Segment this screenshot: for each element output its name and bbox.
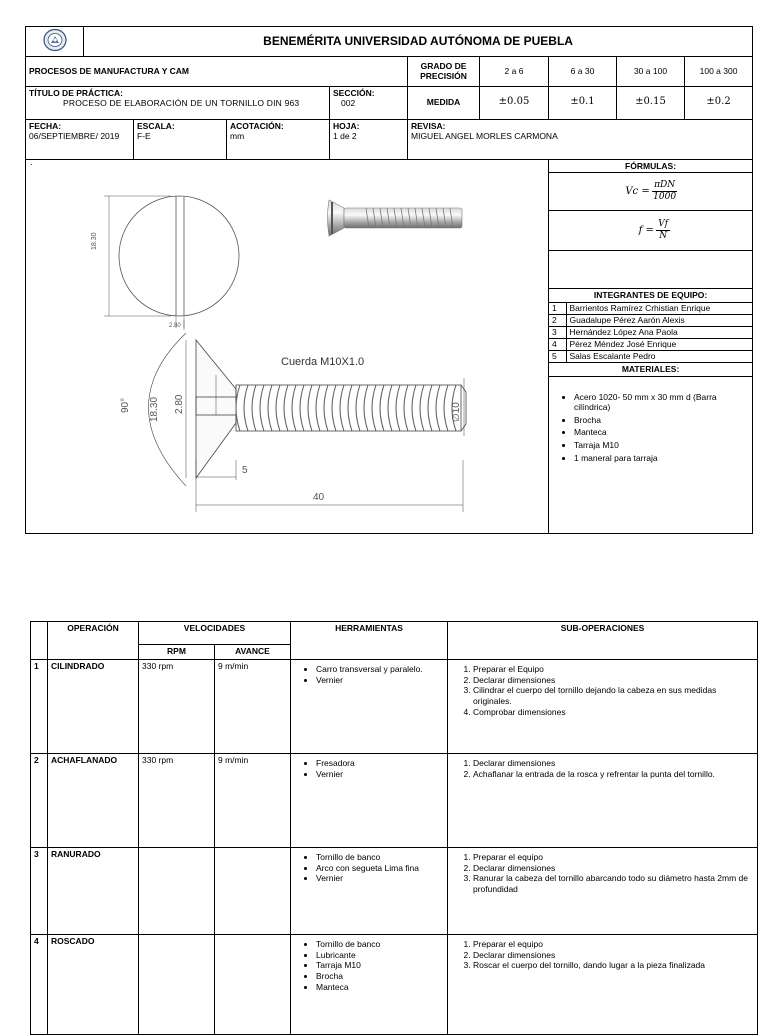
tool-item: • Carro transversal y paralelo.: [316, 664, 444, 675]
ops-header-operation: OPERACIÓN: [48, 622, 139, 660]
material-item: • Tarraja M10: [574, 440, 749, 451]
dim-angle: 90°: [120, 397, 131, 413]
op-subops: [448, 935, 758, 1035]
tolerance-0-05: ±0.05: [480, 86, 549, 119]
screw-photo: [328, 200, 463, 236]
ops-header-number: [31, 622, 48, 660]
table-row: [31, 935, 758, 1035]
formula-empty: [549, 251, 752, 289]
tool-item: • Arco con segueta Lima fina: [316, 863, 444, 874]
dim-body-diameter: ∅10: [451, 401, 462, 422]
range-2-6: 2 a 6: [480, 56, 549, 86]
table-row: [31, 848, 758, 935]
sheet-cell: [330, 119, 408, 159]
dim-head-diameter-side: 18.30: [149, 396, 160, 422]
university-name: BENEMÉRITA UNIVERSIDAD AUTÓNOMA DE PUEBLA: [84, 27, 753, 57]
team-title: INTEGRANTES DE EQUIPO:: [549, 289, 752, 303]
practice-header-sheet: [25, 26, 753, 534]
tolerance-0-1: ±0.1: [549, 86, 617, 119]
team-member-name: Pérez Méndez José Enrique: [566, 338, 752, 350]
precision-label: GRADO DE PRECISIÓN: [408, 56, 480, 86]
practice-title-value: PROCESO DE ELABORACIÓN DE UN TORNILLO DIN 963: [63, 98, 300, 109]
subop-item: 1. Preparar el equipo: [473, 852, 754, 863]
scale-cell: [134, 119, 227, 159]
op-name: RANURADO: [48, 848, 139, 935]
op-rpm: [139, 848, 215, 935]
review-cell: [408, 119, 753, 159]
material-item: • 1 maneral para tarraja: [574, 453, 749, 464]
ops-header-tools: HERRAMIENTAS: [291, 622, 448, 660]
table-row: [31, 660, 758, 754]
units-label: ACOTACIÓN:: [230, 120, 284, 131]
op-subops: [448, 660, 758, 754]
op-name: ACHAFLANADO: [48, 754, 139, 848]
subop-item: 1. Preparar el Equipo: [473, 664, 754, 675]
sheet-label: HOJA:: [333, 120, 360, 131]
range-30-100: 30 a 100: [617, 56, 685, 86]
team-member-number: 4: [549, 338, 566, 350]
formula-vc-lhs: Vc =: [625, 186, 650, 197]
team-member-name: Guadalupe Pérez Aarón Alexis: [566, 314, 752, 326]
subop-item: 2. Declarar dimensiones: [473, 863, 754, 874]
formula-vc: [549, 173, 752, 211]
ops-header-rpm: RPM: [139, 645, 215, 660]
course-name: PROCESOS DE MANUFACTURA Y CAM: [26, 56, 408, 86]
dim-slot-side: 2.80: [174, 394, 185, 414]
operations-table: [30, 621, 758, 1035]
date-label: FECHA:: [29, 120, 62, 131]
formulas-title: FÓRMULAS:: [549, 160, 752, 173]
tool-item: • Vernier: [316, 769, 444, 780]
formula-f-den: N: [659, 231, 668, 242]
practice-title-cell: [26, 86, 330, 119]
dim-slot-top: 2.80: [169, 322, 181, 329]
sheet-value: 1 de 2: [333, 131, 357, 142]
ops-header-speeds: VELOCIDADES: [139, 622, 291, 645]
tool-item: • Vernier: [316, 675, 444, 686]
op-feed: 9 m/min: [215, 754, 291, 848]
team-member-number: 3: [549, 326, 566, 338]
op-number: 3: [31, 848, 48, 935]
op-subops: [448, 754, 758, 848]
review-label: REVISA:: [411, 120, 446, 131]
drawing-dot: .: [30, 159, 33, 167]
op-number: 2: [31, 754, 48, 848]
op-name: CILINDRADO: [48, 660, 139, 754]
team-member-name: Barrientos Ramírez Crhistian Enrique: [566, 302, 752, 314]
tool-item: • Manteca: [316, 982, 444, 993]
formula-vc-den: 1000: [653, 192, 677, 203]
material-item: • Brocha: [574, 415, 749, 426]
university-seal-icon: [42, 28, 68, 52]
dim-forty: 40: [313, 491, 325, 503]
team-member-number: 1: [549, 302, 566, 314]
tolerance-0-15: ±0.15: [617, 86, 685, 119]
date-cell: [26, 119, 134, 159]
op-tools: [291, 848, 448, 935]
range-6-30: 6 a 30: [549, 56, 617, 86]
range-100-300: 100 a 300: [685, 56, 753, 86]
units-value: mm: [230, 131, 245, 142]
formula-f-lhs: f =: [638, 225, 654, 236]
material-item: • Manteca: [574, 427, 749, 438]
side-panel: [549, 159, 753, 533]
university-logo: [26, 27, 84, 57]
section-label: SECCIÓN:: [333, 87, 375, 98]
formula-f-num: Vf: [656, 219, 670, 231]
tool-item: • Tornillo de banco: [316, 852, 444, 863]
dim-head-diameter-top: 18.30: [91, 232, 98, 250]
team-member-number: 2: [549, 314, 566, 326]
formula-f: [549, 211, 752, 251]
date-value: 06/SEPTIEMBRE/ 2019: [29, 131, 120, 142]
subop-item: 3. Cilindrar el cuerpo del tornillo dejando la cabeza en sus medidas originales.: [473, 685, 754, 706]
op-feed: 9 m/min: [215, 660, 291, 754]
op-feed: [215, 848, 291, 935]
op-name: ROSCADO: [48, 935, 139, 1035]
tool-item: • Tornillo de banco: [316, 939, 444, 950]
practice-title-label: TÍTULO DE PRÁCTICA:: [29, 87, 123, 98]
scale-value: F-E: [137, 131, 151, 142]
team-member-name: Hernández López Ana Paola: [566, 326, 752, 338]
tool-item: • Tarraja M10: [316, 960, 444, 971]
section-cell: [330, 86, 408, 119]
table-row: [31, 754, 758, 848]
formula-vc-num: πDN: [652, 180, 677, 192]
head-top-view: [104, 196, 239, 328]
tool-item: • Fresadora: [316, 758, 444, 769]
tool-item: • Vernier: [316, 873, 444, 884]
team-member-number: 5: [549, 350, 566, 362]
op-tools: [291, 660, 448, 754]
tolerance-0-2: ±0.2: [685, 86, 753, 119]
op-subops: [448, 848, 758, 935]
screw-side-view: [149, 320, 467, 512]
review-value: MIGUEL ANGEL MORLES CARMONA: [411, 131, 558, 142]
subop-item: 4. Comprobar dimensiones: [473, 707, 754, 718]
op-rpm: 330 rpm: [139, 660, 215, 754]
team-list: [549, 302, 752, 362]
scale-label: ESCALA:: [137, 120, 175, 131]
op-rpm: 330 rpm: [139, 754, 215, 848]
subop-item: 3. Ranurar la cabeza del tornillo abarcando todo su diámetro hasta 2mm de profundidad: [473, 873, 754, 894]
material-item: • Acero 1020- 50 mm x 30 mm d (Barra cilíndrica): [574, 392, 749, 413]
subop-item: 2. Achaflanar la entrada de la rosca y refrentar la punta del tornillo.: [473, 769, 754, 780]
screw-technical-drawing: [26, 160, 549, 532]
tool-item: • Lubricante: [316, 950, 444, 961]
ops-header-subops: SUB-OPERACIONES: [448, 622, 758, 660]
side-panel-table: [549, 160, 752, 526]
section-value: 002: [341, 98, 356, 109]
materials-list: [552, 392, 749, 464]
dim-five: 5: [242, 464, 248, 476]
subop-item: 1. Declarar dimensiones: [473, 758, 754, 769]
subop-item: 1. Preparar el equipo: [473, 939, 754, 950]
materials-cell: [549, 376, 752, 526]
subop-item: 2. Declarar dimensiones: [473, 950, 754, 961]
measure-label: MEDIDA: [408, 86, 480, 119]
ops-header-feed: AVANCE: [215, 645, 291, 660]
materials-title: MATERIALES:: [549, 362, 752, 376]
tool-item: • Brocha: [316, 971, 444, 982]
op-number: 4: [31, 935, 48, 1035]
thread-label: Cuerda M10X1.0: [281, 355, 365, 368]
team-member-name: Salas Escalante Pedro: [566, 350, 752, 362]
units-cell: [227, 119, 330, 159]
op-rpm: [139, 935, 215, 1035]
op-number: 1: [31, 660, 48, 754]
subop-item: 2. Declarar dimensiones: [473, 675, 754, 686]
subop-item: 3. Roscar el cuerpo del tornillo, dando lugar a la pieza finalizada: [473, 960, 754, 971]
drawing-cell: [26, 159, 549, 533]
op-tools: [291, 935, 448, 1035]
op-tools: [291, 754, 448, 848]
op-feed: [215, 935, 291, 1035]
